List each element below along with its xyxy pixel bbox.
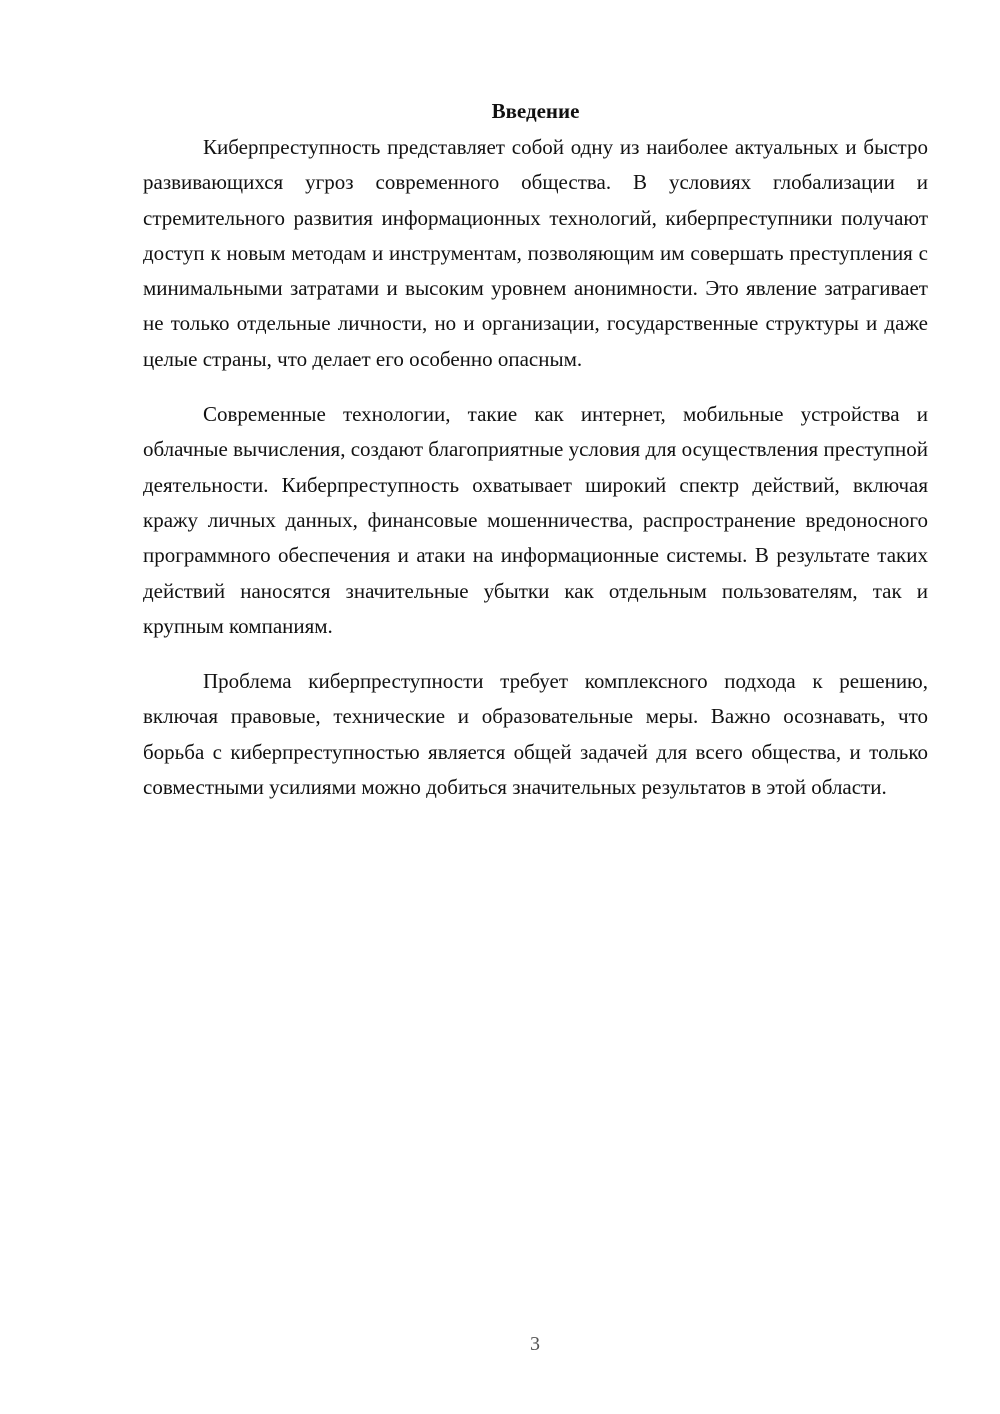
page-number: 3 (530, 1333, 540, 1355)
paragraph-2: Современные технологии, такие как интернет, мобильные устройства и облачные вычисления, создают благоприятные условия для осуществления преступной деятельности. Киберпреступность охватывает широкий спектр действий, включая кражу личных данных, финансовые мошенничества, распространение вредоносного программного обеспечения и атаки на информационные системы. В результате таких действий наносятся значительные убытки как отдельным пользователям, так и крупным компаниям. (143, 402, 928, 638)
paragraph-3: Проблема киберпреступности требует комплексного подхода к решению, включая правовые, технические и образовательные меры. Важно осознавать, что борьба с киберпреступностью является общей задачей для всего общества, и только совместными усилиями можно добиться значительных результатов в этой области. (143, 669, 928, 800)
section-heading: Введение (491, 99, 580, 123)
document-body (143, 92, 928, 805)
paragraph-1: Киберпреступность представляет собой одну из наиболее актуальных и быстро развивающихся угроз современного общества. В условиях глобализации и стремительного развития информационных технологий, киберпреступники получают доступ к новым методам и инструментам, позволяющим им совершать преступления с минимальными затратами и высоким уровнем анонимности. Это явление затрагивает не только отдельные личности, но и организации, государственные структуры и даже целые страны, что делает его особенно опасным. (143, 135, 928, 371)
